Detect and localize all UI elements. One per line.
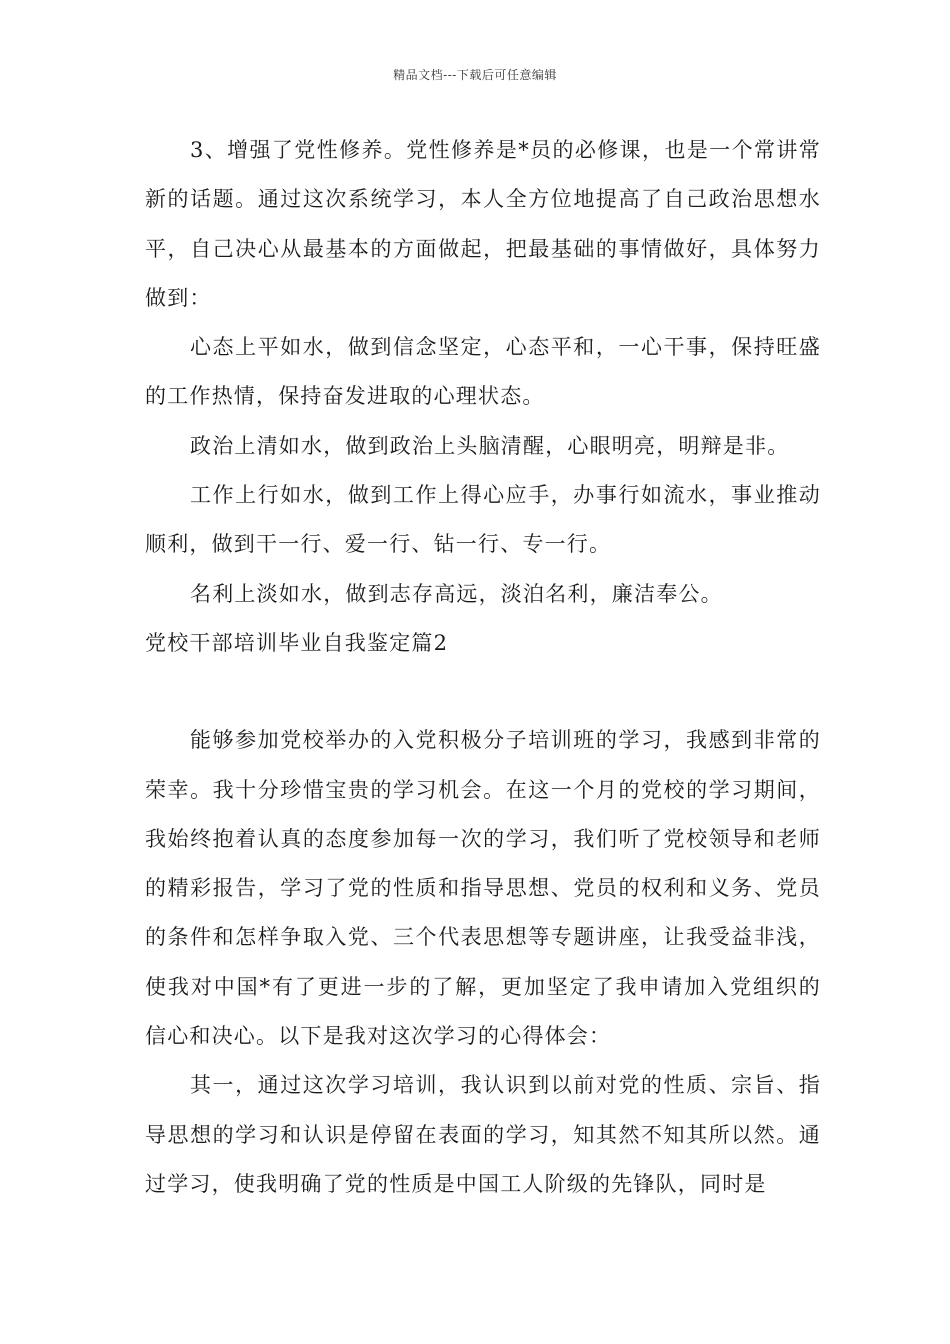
page-header: 精品文档---下载后可任意编辑 [393, 68, 557, 82]
document-body [145, 126, 821, 1209]
paragraph: 心态上平如水，做到信念坚定，心态平和，一心干事，保持旺盛的工作热情，保持奋发进取的心理状态。 [145, 335, 821, 409]
paragraph: 名利上淡如水，做到志存高远，淡泊名利，廉洁奉公。 [190, 581, 723, 606]
paragraph: 其一，通过这次学习培训，我认识到以前对党的性质、宗旨、指导思想的学习和认识是停留在表面的学习，知其然不知其所以然。通过学习，使我明确了党的性质是中国工人阶级的先锋队，同时是 [145, 1073, 821, 1196]
paragraph: 工作上行如水，做到工作上得心应手，办事行如流水，事业推动顺利，做到干一行、爱一行、钻一行、专一行。 [145, 483, 821, 557]
paragraph: 能够参加党校举办的入党积极分子培训班的学习，我感到非常的荣幸。我十分珍惜宝贵的学习机会。在这一个月的党校的学习期间，我始终抱着认真的态度参加每一次的学习，我们听了党校领导和老师的精彩报告，学习了党的性质和指导思想、党员的权利和义务、党员的条件和怎样争取入党、三个代表思想等专题讲座，让我受益非浅，使我对中国*有了更进一步的了解，更加坚定了我申请加入党组织的信心和决心。以下是我对这次学习的心得体会： [145, 728, 821, 1049]
spacer [145, 668, 821, 716]
paragraph: 3、增强了党性修养。党性修养是*员的必修课，也是一个常讲常新的话题。通过这次系统学习，本人全方位地提高了自己政治思想水平，自己决心从最基本的方面做起，把最基础的事情做好，具体努力做到： [145, 138, 821, 310]
paragraph: 政治上清如水，做到政治上头脑清醒，心眼明亮，明辩是非。 [190, 433, 790, 458]
section-title: 党校干部培训毕业自我鉴定篇2 [145, 630, 449, 655]
